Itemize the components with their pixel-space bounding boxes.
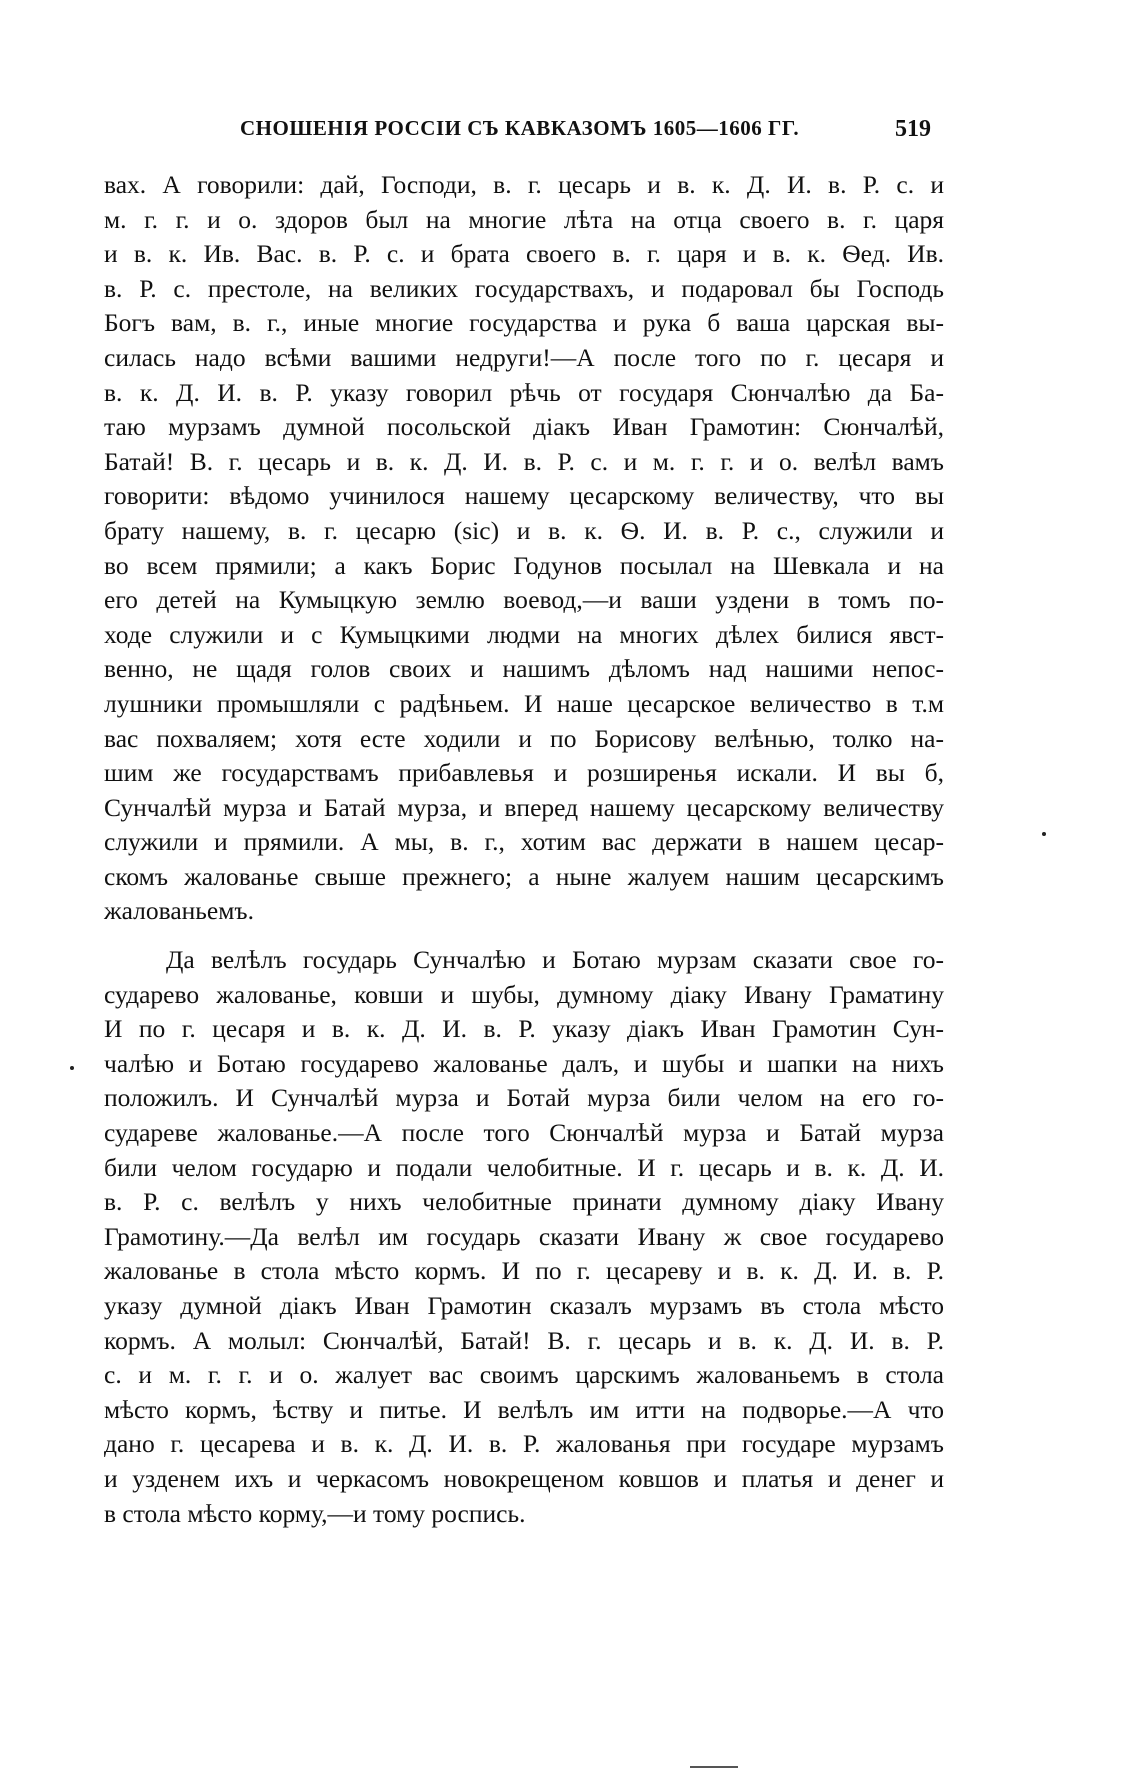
paragraph-2 [104, 943, 944, 1531]
scan-speck [70, 1066, 74, 1070]
text-line: и узденем ихъ и черкасомъ новокрещеном ковшов и платья и денег и [104, 1463, 944, 1493]
text-line: в. Р. с. престоле, на великих государствахъ, и подаровал бы Господь [104, 273, 944, 303]
text-line: ходе служили и с Кумыцкими людми на многих дѣлех билися явст- [104, 619, 944, 649]
text-line: с. и м. г. г. и о. жалует вас своимъ царскимъ жалованьемъ в стола [104, 1360, 944, 1390]
text-line: силась надо всѣми вашими недруги!—А после того по г. цесаря и [104, 342, 944, 372]
body-text [104, 168, 944, 1531]
text-line: скомъ жалованье свыше прежнего; а ныне жалуем нашим цесарскимъ [104, 861, 944, 891]
running-title: СНОШЕНІЯ РОССІИ СЪ КАВКАЗОМЪ 1605—1606 ГГ. [240, 116, 800, 140]
text-line: Грамотину.—Да велѣл им государь сказати Ивану ж свое государево [104, 1221, 944, 1251]
text-line: кормъ. А молыл: Сюнчалѣй, Батай! В. г. цесарь и в. к. Д. И. в. Р. [104, 1325, 944, 1355]
text-line: лушники промышляли с радѣньем. И наше цесарское величество в т.м [104, 688, 944, 718]
text-line: сударево жалованье, ковши и шубы, думному діаку Ивану Граматину [104, 979, 944, 1009]
text-line: указу думной діакъ Иван Грамотин сказалъ мурзамъ въ стола мѣсто [104, 1291, 944, 1320]
text-line: Сунчалѣй мурза и Батай мурза, и вперед нашему цесарскому величеству [104, 792, 944, 822]
scan-rule-mark [690, 1766, 738, 1768]
text-line: во всем прямили; а какъ Борис Годунов посылал на Шевкала и на [104, 550, 944, 580]
text-line: жалованье в стола мѣсто кормъ. И по г. цесареву и в. к. Д. И. в. Р. [104, 1256, 944, 1286]
text-line: м. г. г. и о. здоров был на многие лѣта на отца своего в. г. царя [104, 204, 944, 234]
text-line: вас похваляем; хотя есте ходили и по Борисову велѣнью, толко на- [104, 723, 944, 753]
text-line: И по г. цесаря и в. к. Д. И. в. Р. указу діакъ Иван Грамотин Сун- [104, 1014, 944, 1044]
text-line: служили и прямили. А мы, в. г., хотим вас держати в нашем цесар- [104, 827, 944, 857]
text-line: мѣсто кормъ, ѣству и питье. И велѣлъ им итти на подворье.—А что [104, 1394, 944, 1424]
text-line: сударевe жалованье.—А после того Сюнчалѣй мурза и Батай мурза [104, 1118, 944, 1148]
text-line: Да велѣлъ государь Сунчалѣю и Ботаю мурзам сказати свое го- [166, 945, 944, 975]
page-number: 519 [895, 116, 931, 142]
paragraph-1 [104, 168, 944, 929]
text-line: дано г. цесарева и в. к. Д. И. в. Р. жалованья при государе мурзамъ [104, 1429, 944, 1459]
text-line: положилъ. И Сунчалѣй мурза и Ботай мурза били челом на его го- [104, 1083, 944, 1113]
text-line: в. Р. с. велѣлъ у нихъ челобитные принати думному діаку Ивану [104, 1187, 944, 1217]
text-line: шим же государствамъ прибавлевья и розширенья искали. И вы б, [104, 758, 944, 788]
text-line: брату нашему, в. г. цесарю (sic) и в. к. Ѳ. И. в. Р. с., служили и [104, 515, 944, 545]
text-line: Богъ вам, в. г., иные многие государства и рука б ваша царская вы- [104, 308, 944, 338]
text-line: венно, не щадя голов своих и нашимъ дѣломъ над нашими непос- [104, 654, 944, 684]
text-line: и в. к. Ив. Вас. в. Р. с. и брата своего в. г. царя и в. к. Ѳед. Ив. [104, 239, 944, 269]
text-line: его детей на Кумыцкую землю воевод,—и ваши уздени в томъ по- [104, 585, 944, 615]
text-line: чалѣю и Ботаю государево жалованье далъ, и шубы и шапки на нихъ [104, 1048, 944, 1078]
text-line: говорити: вѣдомо учинилося нашему цесарскому величеству, что вы [104, 481, 944, 511]
text-line: Батай! В. г. цесарь и в. к. Д. И. в. Р. с. и м. г. г. и о. велѣл вамъ [104, 446, 944, 476]
text-line: били челом государю и подали челобитные. И г. цесарь и в. к. Д. И. [104, 1152, 944, 1182]
scan-speck [1042, 832, 1046, 836]
text-line: жалованьемъ. [104, 896, 254, 926]
text-line: таю мурзамъ думной посольской діакъ Иван Грамотин: Сюнчалѣй, [104, 412, 944, 442]
paragraph-gap [104, 929, 944, 943]
text-line: в стола мѣсто корму,—и тому роспись. [104, 1498, 526, 1528]
text-line: в. к. Д. И. в. Р. указу говорил рѣчь от государя Сюнчалѣю да Ба- [104, 377, 944, 407]
text-line: вах. А говорили: дай, Господи, в. г. цесарь и в. к. Д. И. в. Р. с. и [104, 170, 944, 199]
